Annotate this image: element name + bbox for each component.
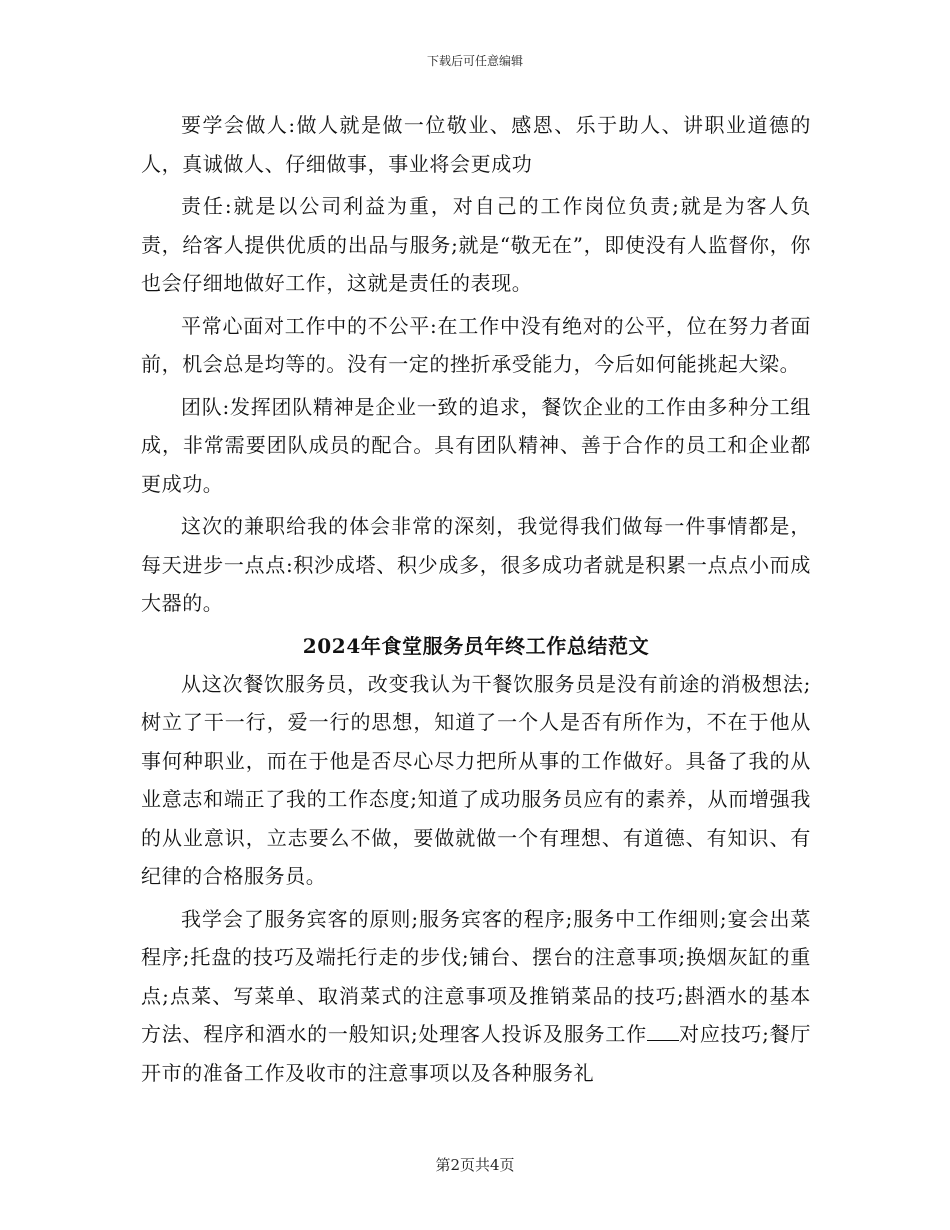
paragraph-team: 团队:发挥团队精神是企业一致的追求，餐饮企业的工作由多种分工组成，非常需要团队成员的配合。具有团队精神、善于合作的员工和企业都更成功。 <box>141 394 811 496</box>
paragraph-responsibility: 责任:就是以公司利益为重，对自己的工作岗位负责;就是为客人负责，给客人提供优质的出品与服务;就是“敬无在”，即使没有人监督你，你也会仔细地做好工作，这就是责任的表现。 <box>141 194 811 295</box>
fill-in-blank <box>647 1022 679 1041</box>
paragraph-learn-to-be-a-person: 要学会做人:做人就是做一位敬业、感恩、乐于助人、讲职业道德的人，真诚做人、仔细做事，事业将会更成功 <box>141 113 811 176</box>
page-header-note: 下载后可任意编辑 <box>426 54 523 68</box>
skills-text-part1: 我学会了服务宾客的原则;服务宾客的程序;服务中工作细则;宴会出菜程序;托盘的技巧及端托行走的步伐;铺台、摆台的注意事项;换烟灰缸的重点;点菜、写菜单、取消菜式的注意事项及推销菜品的技巧;斟酒水的基本方法、程序和酒水的一般知识;处理客人投诉及服务工作 <box>141 906 811 1046</box>
paragraph-fairness: 平常心面对工作中的不公平:在工作中没有绝对的公平，位在努力者面前，机会总是均等的。没有一定的挫折承受能力，今后如何能挑起大梁。 <box>141 313 811 376</box>
paragraph-experience: 这次的兼职给我的体会非常的深刻，我觉得我们做每一件事情都是，每天进步一点点:积沙成塔、积少成多，很多成功者就是积累一点点小而成大器的。 <box>141 514 811 615</box>
document-body <box>141 106 811 1096</box>
skills-text-part2: 对应技巧;餐厅开市的准备工作及收市的注意事项以及各种服务礼 <box>141 1022 811 1085</box>
section-title: 2024年食堂服务员年终工作总结范文 <box>302 633 650 658</box>
paragraph-skills-learned <box>141 900 811 1093</box>
page-footer-page-number: 第2页共4页 <box>435 1156 515 1174</box>
paragraph-change-of-mindset: 从这次餐饮服务员，改变我认为干餐饮服务员是没有前途的消极想法;树立了干一行，爱一行的思想，知道了一个人是否有所作为，不在于他从事何种职业，而在于他是否尽心尽力把所从事的工作做好。具备了我的从业意志和端正了我的工作态度;知道了成功服务员应有的素养，从而增强我的从业意识，立志要么不做，要做就做一个有理想、有道德、有知识、有纪律的合格服务员。 <box>141 671 811 888</box>
